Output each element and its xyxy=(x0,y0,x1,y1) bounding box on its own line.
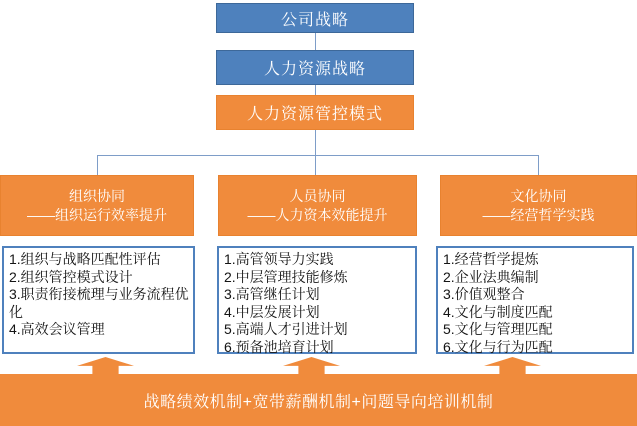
list-item: 3.职责衔接梳理与业务流程优化 xyxy=(9,286,189,320)
column-header-culture-subtitle: ——经营哲学实践 xyxy=(482,206,595,223)
connector-branch-left xyxy=(97,155,98,175)
bottom-mechanism-bar xyxy=(0,374,637,426)
box-hr-strategy xyxy=(216,50,414,85)
list-box-culture xyxy=(436,246,634,354)
box-company-strategy-label: 公司战略 xyxy=(280,11,349,29)
list-item: 4.文化与制度匹配 xyxy=(443,303,553,320)
list-item: 3.高管继任计划 xyxy=(224,286,320,302)
list-item: 1.经营哲学提炼 xyxy=(443,251,539,267)
list-item: 1.高管领导力实践 xyxy=(224,251,334,267)
column-header-people-title: 人员协同 xyxy=(289,187,346,204)
connector-control-to-branch xyxy=(315,130,316,175)
connector-hr-to-control xyxy=(315,85,316,95)
column-header-organization-title: 组织协同 xyxy=(69,187,125,204)
list-item: 6.预备池培育计划 xyxy=(224,338,334,355)
list-item: 1.组织与战略匹配性评估 xyxy=(9,251,161,267)
list-box-organization xyxy=(2,246,195,354)
list-item: 4.高效会议管理 xyxy=(9,321,105,337)
list-item: 3.价值观整合 xyxy=(443,286,525,302)
up-arrow-icon xyxy=(484,357,541,374)
column-header-organization xyxy=(0,175,194,236)
list-item: 2.中层管理技能修炼 xyxy=(224,268,348,285)
connector-branch-right xyxy=(538,155,539,175)
box-company-strategy xyxy=(216,3,414,33)
column-header-culture xyxy=(440,175,637,236)
up-arrow-icon xyxy=(77,357,134,374)
column-header-organization-subtitle: ——组织运行效率提升 xyxy=(27,206,167,223)
box-hr-control-model-label: 人力资源管控模式 xyxy=(246,106,383,123)
column-header-people xyxy=(218,175,417,236)
list-item: 5.文化与管理匹配 xyxy=(443,321,553,337)
column-header-people-subtitle: ——人力资本效能提升 xyxy=(247,206,388,223)
up-arrow-icon xyxy=(283,357,340,374)
list-item: 2.组织管控模式设计 xyxy=(9,268,133,285)
list-item: 2.企业法典编制 xyxy=(443,268,539,285)
connector-company-to-hr xyxy=(315,33,316,50)
connector-branch-horizontal xyxy=(97,155,538,156)
bottom-mechanism-bar-label: 战略绩效机制+宽带薪酬机制+问题导向培训机制 xyxy=(143,393,494,411)
list-box-people xyxy=(217,246,417,354)
list-item: 5.高端人才引进计划 xyxy=(224,321,348,337)
list-item: 6.文化与行为匹配 xyxy=(443,338,553,355)
box-hr-strategy-label: 人力资源战略 xyxy=(263,61,366,78)
column-header-culture-title: 文化协同 xyxy=(510,187,567,204)
box-hr-control-model xyxy=(216,95,414,130)
list-item: 4.中层发展计划 xyxy=(224,303,320,320)
